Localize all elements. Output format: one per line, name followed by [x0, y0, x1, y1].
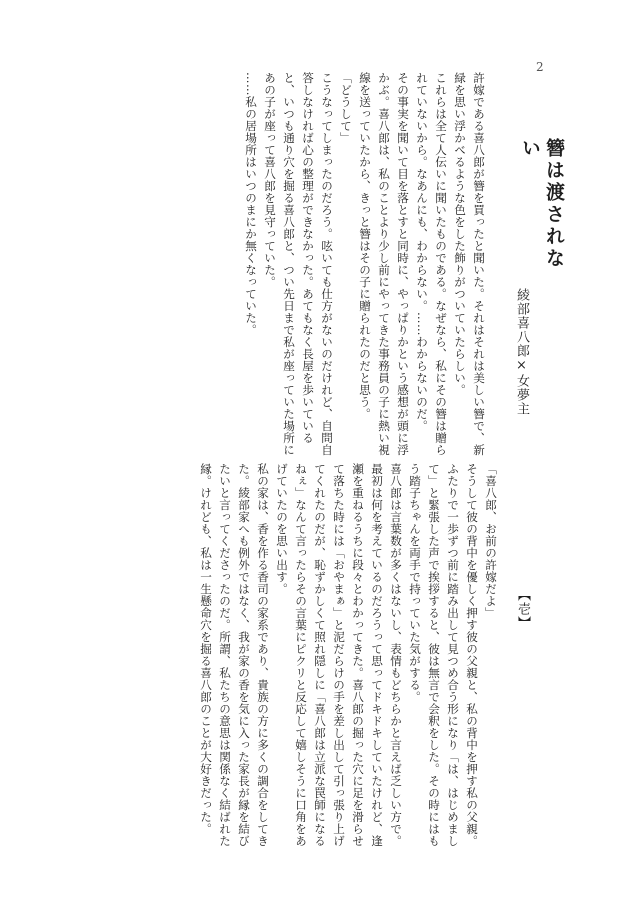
story-subtitle: 綾部喜八郎×女夢主: [514, 288, 529, 416]
paragraph: こうなってしまったのだろう。呟いても仕方がないのだけれど、自問自答しなければ心の整理ができなかった。あてもなく長屋を歩いていると、いつも通り穴を掘る喜八郎と、つい先日まで私が座っていた場所にあの子が座って喜八郎を見守っていた。: [263, 72, 334, 456]
story-title: 簪は渡されない: [519, 138, 565, 270]
paragraph: そうして彼の背中を優しく押す彼の父親と、私の背中を押す私の父親。ふたりで一歩ずつ前に踏み出して見つめ合う形になり「は、はじめまして」と緊張した声で挨拶すると、彼は無言で会釈をした。その時にはもう踏子ちゃんを両手で持っていた気がする。: [408, 463, 479, 847]
paragraph: これらは全て人伝いに聞いたものである。なぜなら、私にその簪は贈られていないから。なあんにも、わからない。……わからないのだ。: [415, 72, 448, 456]
paragraph: 許嫁である喜八郎が簪を買ったと聞いた。それはそれは美しい簪で、新緑を思い浮かべるような色をした飾りがついていたらしい。: [453, 72, 486, 456]
paragraph: 私の家は、香を作る香司の家系であり、貴族の方に多くの調合をしてきた。綾部家へも例外ではなく、我が家の香を気に入った家長が縁を結びたいと言ってくださったのだ。所謂、私たちの意思は関係なく結ばれた縁。けれども、私は一生懸命穴を掘る喜八郎のことが大好きだった。: [199, 463, 270, 847]
paragraph: 「どうして」: [339, 72, 353, 144]
paragraph: 「喜八郎、お前の許嫁だよ」: [484, 463, 498, 619]
paragraph: ……私の居場所はいつのまにか無くなっていた。: [244, 72, 258, 336]
lower-text-block: [130, 463, 500, 858]
upper-text-block: [158, 72, 488, 467]
paragraph: 喜八郎は言葉数が多くはないし、表情もどちらかと言えば乏しい方で。最初は何を考えているのだろうって思ってドキドキしていたけれど、逢瀬を重ねるうちに段々とわかってきた。喜八郎の掘った穴に足を滑らせて落ちた時には「おやまぁ」と泥だらけの手を差し出して引っ張り上げてくれたのだが、恥ずかしくて照れ隠しに「喜八郎は立派な罠師になるねぇ」なんて言ったらその言葉にピクリと反応して嬉しそうに口角をあげていたのを思い出す。: [275, 463, 403, 847]
section-heading: 【壱】: [515, 588, 530, 630]
paragraph: その事実を聞いて目を落とすと同時に、やっぱりかという感想が頭に浮かぶ。喜八郎は、私のことより少し前にやってきた事務員の子に熱い視線を送っていたから、きっと簪はその子に贈られたのだと思う。: [358, 72, 410, 456]
page-number: 2: [536, 60, 544, 74]
